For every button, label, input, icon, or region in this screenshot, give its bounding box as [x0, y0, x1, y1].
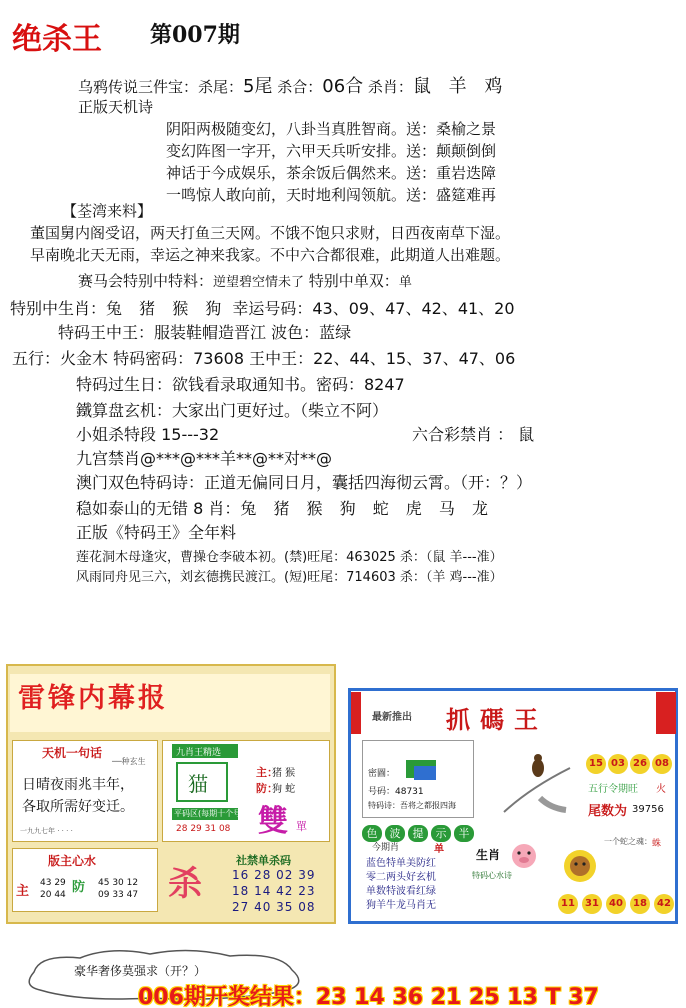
- wuya-xiao: 鼠 羊 鸡: [412, 76, 509, 97]
- wzw-numbers: 22、44、15、37、47、06: [313, 349, 516, 368]
- category-chip: 示: [431, 825, 451, 842]
- banzhi-zhu-numbers: 20 44: [40, 890, 66, 900]
- zhu-value: 猪 猴: [272, 768, 296, 779]
- quanwan-line: 早南晚北天无雨，幸运之神来我家。不中六合都很难，此期道人出难题。: [30, 246, 511, 264]
- page-title: 绝杀王: [12, 22, 102, 57]
- jiuxiao-label: 九肖王精选: [176, 748, 222, 758]
- xinshui-label: 特码心水诗: [472, 871, 512, 880]
- banzhi-title: 版主心水: [48, 854, 97, 868]
- jiugong-line: 九宫禁肖@***@***羊**@**对**@: [76, 449, 333, 468]
- number-ball: 15: [586, 754, 606, 774]
- number-label: 号码：48731: [368, 787, 424, 797]
- banzhi-fang-numbers: 09 33 47: [98, 890, 139, 900]
- wuya-he: 06合: [322, 76, 364, 97]
- tiesuan-line: 鐵算盘玄机：大家出门更好过。（柴立不阿）: [76, 401, 389, 420]
- saima-dan: 单: [398, 275, 412, 290]
- wuya-prefix: 乌鸦传说三件宝：杀尾：: [78, 78, 244, 96]
- wenru-label: 稳如泰山的无错 8 肖：: [76, 499, 241, 518]
- tianji-line: 日晴夜雨兆丰年，: [22, 777, 134, 793]
- latest-label: 最新推出: [372, 712, 412, 723]
- fengyu-line: 风雨同舟见三六，刘玄德携民渡江。(短)旺尾：714603 杀：（羊 鸡---准）: [76, 570, 503, 585]
- logo-icon-accent: [414, 766, 436, 780]
- tebie-shengxiao: 兔 猪 猴 狗: [106, 299, 228, 318]
- wuya-wei: 5尾: [243, 76, 273, 97]
- xiaojie-label: 小姐杀特段: [76, 425, 162, 444]
- tianji-line: 各取所需好变迁。: [22, 799, 134, 815]
- quannian-line: 正版《特码王》全年料: [76, 523, 237, 542]
- verse-line: 狗羊牛龙马肖无: [366, 900, 436, 911]
- jiangsheng-label: 一个蛇之魂：: [604, 837, 652, 846]
- category-chip: 波: [385, 825, 405, 842]
- saima-label: 赛马会特别中特料：: [78, 272, 214, 290]
- tema-poem: 特码诗：吾将之都报四海: [368, 801, 456, 810]
- weishu-label: 尾数为: [588, 804, 628, 819]
- xiaojie-value: 15---32: [161, 425, 220, 444]
- issue-number: 第007期: [150, 22, 240, 48]
- xingyun-label: 幸运号码：: [227, 299, 313, 318]
- wuxing-label: 五行令期旺: [588, 784, 638, 795]
- quanwan-title: 【荃湾来料】: [62, 202, 153, 220]
- shengxiao-label: 生肖: [476, 848, 501, 862]
- draw-result: 006期开奖结果：23 14 36 21 25 13 T 37: [138, 985, 599, 1008]
- shengxiao-title: 社禁单杀码: [236, 854, 291, 867]
- wuxing-value: 火: [656, 784, 666, 795]
- saima-line: [78, 270, 412, 291]
- number-ball: 26: [630, 754, 650, 774]
- number-ball: 40: [606, 894, 626, 914]
- quanwan-line: 董国舅内阁受诏，两天打鱼三天网。不饿不饱只求财，日西夜南草下湿。: [30, 224, 511, 242]
- pingqu-label: 平码区(每期十个号): [174, 809, 245, 818]
- verse-line: 单数特波看红绿: [366, 886, 436, 897]
- zhu-label: 主：: [256, 766, 278, 779]
- mima-value: 73608: [193, 349, 245, 368]
- mima-label: 特码密码：: [108, 349, 194, 368]
- tebie-line: [10, 296, 515, 319]
- fang-label: 防：: [256, 782, 278, 795]
- banzhi-fang-label: 防: [72, 880, 86, 895]
- leifeng-title: 雷锋内幕报: [18, 683, 168, 714]
- mitu-label: 密圖：: [368, 769, 396, 779]
- verse-line: 蓝色特单美防红: [366, 858, 436, 869]
- zhuamawang-title: 抓碼王: [446, 705, 548, 734]
- wuya-line: [78, 72, 508, 98]
- banzhi-zhu-numbers: 43 29: [40, 878, 66, 888]
- bird-illustration-icon: [500, 748, 576, 818]
- number-ball: 42: [654, 894, 674, 914]
- category-chips: [362, 822, 477, 842]
- tema-shengri: 特码过生日：欲钱看录取通知书。密码：8247: [76, 375, 405, 394]
- poem-line: 变幻阵图一字开，六甲天兵听安排。送：颠颠倒倒: [166, 142, 497, 160]
- number-ball: 31: [582, 894, 602, 914]
- number-grid-row: 18 14 42 23: [232, 884, 316, 898]
- saima-value: 逆望碧空情未了: [213, 275, 305, 290]
- poem-line: 阴阳两极随变幻，八卦当真胜智商。送：桑榆之景: [166, 120, 497, 138]
- tianji-box-title: 天机一句话: [42, 746, 103, 760]
- xingyun-numbers: 43、09、47、42、41、20: [312, 299, 515, 318]
- tebie-label: 特别中生肖：: [10, 299, 107, 318]
- banzhi-fang-numbers: 45 30 12: [98, 878, 139, 888]
- wuya-hehe: 杀合：: [272, 78, 323, 96]
- jiangsheng-value: 蛛: [652, 839, 662, 849]
- number-ball: 11: [558, 894, 578, 914]
- weishu-value: 39756: [632, 804, 664, 815]
- tianji-signature: ──种玄生: [112, 757, 146, 766]
- wenru-value: 兔 猪 猴 狗 蛇 虎 马 龙: [240, 499, 494, 518]
- xiaojie-line: [76, 422, 219, 445]
- sha-character: 杀: [168, 864, 202, 904]
- pingqu-numbers: 28 29 31 08: [176, 824, 231, 834]
- pig-illustration-icon: [502, 838, 546, 872]
- wzw-label: 王中王：: [244, 349, 314, 368]
- number-ball: 18: [630, 894, 650, 914]
- wuxing-label: 五行：: [12, 349, 61, 368]
- category-chip: 半: [454, 825, 474, 842]
- saima-danshuang-label: 特别中单双：: [304, 272, 399, 290]
- verse-line: 零二两头好玄机: [366, 872, 436, 883]
- temawang-line: 特码王中王：服装鞋帽造晋江 波色：蓝绿: [58, 323, 352, 342]
- poem-line: 神话于今成娱乐，茶余饭后偶然来。送：重岩迭障: [166, 164, 497, 182]
- number-ball: 03: [608, 754, 628, 774]
- tianji-footnote: 一九九七年 · · · ·: [20, 827, 73, 835]
- liuhe-jin: 六合彩禁肖 ： 鼠: [412, 425, 535, 444]
- dan-character: 單: [296, 820, 307, 833]
- category-chip: 提: [408, 825, 428, 842]
- category-chip: 色: [362, 825, 382, 842]
- fang-value: 狗 蛇: [272, 784, 296, 795]
- lianhua-line: 莲花洞木母逢灾，曹操仓李破本初。(禁)旺尾：463025 杀：（鼠 羊---准）: [76, 550, 503, 565]
- number-ball: 08: [652, 754, 672, 774]
- aomen-line: 澳门双色特码诗：正道无偏同日月，囊括四海彻云霄。（开：？）: [76, 473, 533, 492]
- wuxing-value: 火金木: [60, 349, 109, 368]
- wuya-xiao-label: 杀肖：: [363, 78, 413, 96]
- cloud-text: 豪华奢侈莫强求（开？）: [74, 964, 207, 978]
- header-accent-left: [351, 692, 361, 734]
- jinqi-xiao-label: 今期肖: [372, 843, 400, 853]
- jinqi-dan: 单: [434, 844, 444, 855]
- header-accent-right: [656, 692, 676, 734]
- cat-character: 猫: [188, 772, 208, 796]
- wenru-line: [76, 496, 494, 519]
- number-grid-row: 16 28 02 39: [232, 868, 316, 882]
- number-grid-row: 27 40 35 08: [232, 900, 316, 914]
- shuang-character: 雙: [258, 804, 288, 839]
- wuxing-line: [12, 346, 515, 369]
- monkey-illustration-icon: [560, 846, 600, 886]
- poem-line: 一鸣惊人敢向前，天时地利闯领航。送：盛筵难再: [166, 186, 497, 204]
- banzhi-zhu-label: 主: [16, 884, 30, 899]
- tianji-title: 正版天机诗: [78, 98, 154, 116]
